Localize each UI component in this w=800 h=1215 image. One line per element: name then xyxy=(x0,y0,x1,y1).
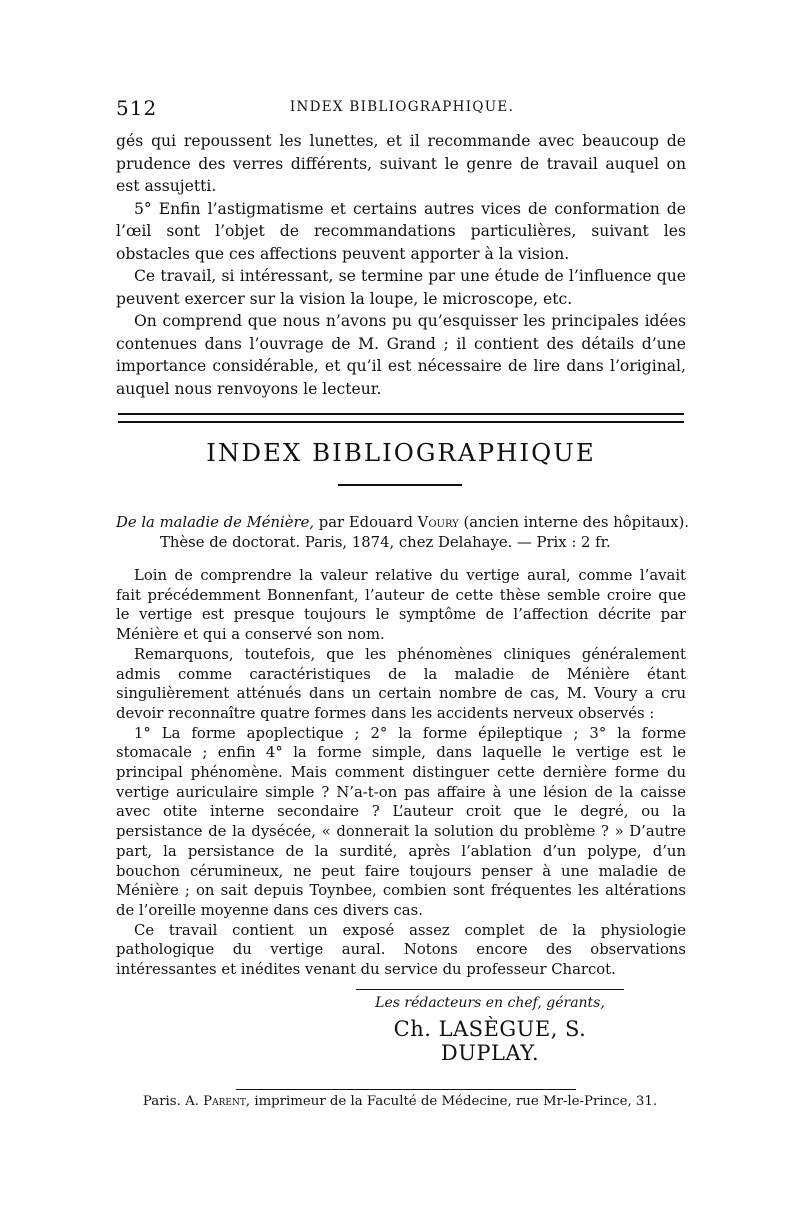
running-head xyxy=(116,96,688,120)
imprint-city: Paris. xyxy=(142,1094,181,1109)
paragraph: 5° Enfin l’astigmatisme et certains autres vices de conformation de l’œil sont l’objet de recommandations particulières, suivant les obstacles que ces affections peuvent apporter à la vision. xyxy=(116,199,686,263)
paragraph: Ce travail, si intéressant, se termine par une étude de l’influence que peuvent exercer sur la vision la loupe, le microscope, etc. xyxy=(116,267,686,308)
imprint-address: imprimeur de la Faculté de Médecine, rue Mr-le-Prince, 31. xyxy=(254,1094,658,1109)
paragraph: 1° La forme apoplectique ; 2° la forme épileptique ; 3° la forme stomacale ; enfin 4° la forme simple, dans laquelle le vertige est le principal phénomène. Mais comment distinguer cette dernière forme du vertige auriculaire simple ? N’a-t-on pas affaire à une lésion de la caisse avec otite interne secondaire ? L’auteur croit que le degré, ou la persistance de la dysécée, « donnerait la solution du problème ? » D’autre part, la persistance de la surdité, après l’ablation d’un polype, d’un bouchon cérumineux, ne peut faire toujours penser à une maladie de Ménière ; on sait depuis Toynbee, combien sont fréquentes les altérations de l’oreille moyenne dans ces divers cas. xyxy=(116,724,686,919)
paragraph: Ce travail contient un exposé assez complet de la physiologie pathologique du vertige aural. Notons encore des observations intéressantes et inédites venant du service du professeur Charcot. xyxy=(116,921,686,979)
publication-details: Thèse de doctorat. Paris, 1874, chez Delahaye. — Prix : 2 fr. xyxy=(160,534,611,551)
double-rule-divider xyxy=(118,413,684,423)
paragraph: gés qui repoussent les lunettes, et il recommande avec beaucoup de prudence des verres différents, suivant le genre de travail auquel on est assujetti. xyxy=(116,132,686,195)
review-text xyxy=(116,566,686,980)
printer-imprint xyxy=(140,1094,660,1109)
paragraph: On comprend que nous n’avons pu qu’esquisser les principales idées contenues dans l’ouvrage de M. Grand ; il contient des détails d’une importance considérable, et qu’il est nécessaire de lire dans l’original, auquel nous renvoyons le lecteur. xyxy=(116,312,686,398)
imprint-initial: A. xyxy=(185,1094,199,1109)
editors-names: Ch. LASÈGUE, S. DUPLAY. xyxy=(393,1017,587,1065)
bibliographic-reference xyxy=(116,513,689,553)
paragraph: Remarquons, toutefois, que les phénomènes cliniques généralement admis comme caractéristiques de la maladie de Ménière étant singulièrement atténués dans un certain nombre de cas, M. Voury a cru devoir reconnaître quatre formes dans les accidents nerveux observés : xyxy=(116,645,686,722)
previous-review-continuation xyxy=(116,130,686,400)
page-number: 512 xyxy=(116,96,158,120)
by-text: par Edouard xyxy=(318,514,413,531)
imprint-rule xyxy=(236,1089,576,1090)
title-underline xyxy=(338,484,462,486)
work-title: De la maladie de Ménière, xyxy=(116,514,315,531)
running-title: INDEX BIBLIOGRAPHIQUE. xyxy=(289,99,515,115)
author-name: Voury xyxy=(417,514,459,531)
imprint-printer: Parent, xyxy=(203,1094,251,1109)
paragraph: Loin de comprendre la valeur relative du vertige aural, comme l’avait fait précédemment Bonnenfant, l’auteur de cette thèse semble croire que le vertige est presque toujours le symptôme de l’affection décrite par Ménière et qui a conservé son nom. xyxy=(116,567,686,644)
editors-role: Les rédacteurs en chef, gérants, xyxy=(375,995,605,1011)
section-title: INDEX BIBLIOGRAPHIQUE xyxy=(206,438,596,467)
author-note: (ancien interne des hôpitaux). xyxy=(463,514,689,531)
signature-rule xyxy=(356,989,624,990)
